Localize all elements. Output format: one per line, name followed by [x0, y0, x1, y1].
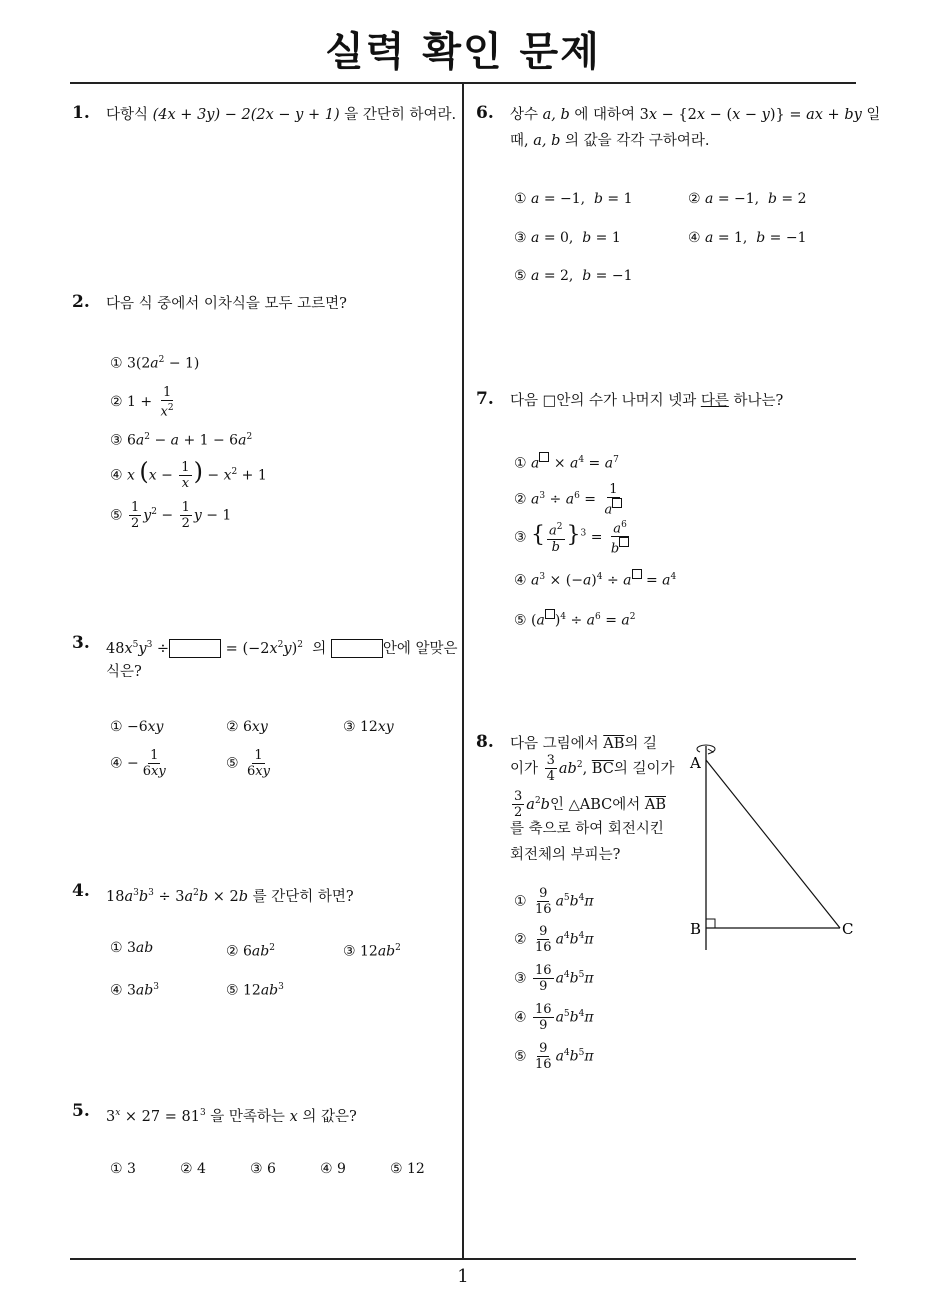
- footer-rule: [70, 1258, 856, 1260]
- option-3[interactable]: ③ $12ab^2$: [343, 943, 401, 960]
- math-expression: (4x + 3y) − 2(2x − y + 1): [152, 107, 340, 123]
- answer-box: [331, 639, 383, 658]
- option-2[interactable]: ② 1 + $\frac{1}{x^2}$: [110, 385, 174, 420]
- question-text: 식은?: [106, 664, 142, 680]
- triangle-figure: [680, 738, 860, 958]
- option-5[interactable]: ⑤ (a )$^4 \div a^6 = a^2$: [514, 607, 636, 631]
- option-2[interactable]: ② $6ab^2$: [226, 943, 275, 960]
- question-text: $48x^5y^3$ ÷ = $(-2x^2y)^2$ 의 안에 알맞은: [106, 640, 458, 657]
- question-text: 이가 $\frac{3}{4}$ $ab^2$, $\overline{BC}$의 길이가: [510, 753, 675, 785]
- question-number: 1.: [72, 103, 90, 123]
- question-text: 를 축으로 하여 회전시킨: [510, 821, 664, 837]
- option-5[interactable]: ⑤ $\frac{1}{6xy}$: [226, 748, 270, 779]
- vertex-c-label: C: [842, 920, 854, 938]
- question-text: 회전체의 부피는?: [510, 847, 621, 863]
- answer-box: [169, 639, 221, 658]
- question-text: 상수 a, b 에 대하여 3x − {2x − (x − y)} = ax + by 일: [510, 107, 881, 123]
- page-title: 실력 확인 문제: [325, 29, 601, 75]
- option-3[interactable]: ③ $\frac{16}{9}$ $a^4b^5\pi$: [514, 963, 594, 994]
- question-text: [106, 102, 456, 128]
- vertex-a-label: A: [690, 754, 701, 772]
- underlined-word: 다른: [700, 393, 729, 409]
- option-2[interactable]: ② a = −1, b = 2: [688, 191, 807, 207]
- question-text-part: 다항식: [106, 107, 153, 123]
- option-4[interactable]: ④ a = 1, b = −1: [688, 230, 807, 246]
- question-text: 때, a, b 의 값을 각각 구하여라.: [510, 133, 710, 149]
- option-3[interactable]: ③ $6a^2 - a + 1 - 6a^2$: [110, 432, 253, 449]
- question-number: 4.: [72, 881, 90, 901]
- option-4[interactable]: ④ $\frac{16}{9}$ $a^5b^4\pi$: [514, 1002, 594, 1033]
- segment-ab: $\overline{AB}$: [603, 736, 625, 752]
- vertex-b-label: B: [690, 920, 702, 938]
- option-1[interactable]: ① 3ab: [110, 940, 154, 956]
- option-3[interactable]: ③ a = 0, b = 1: [514, 230, 621, 246]
- option-1[interactable]: ① −6xy: [110, 719, 164, 735]
- option-4[interactable]: ④ x (x − $\frac{1}{x}$ ) − $x^2 + 1$: [110, 457, 267, 491]
- question-text: $\frac{3}{2}$ $a^2b$인 △ABC에서 $\overline{AB}$: [514, 789, 666, 821]
- question-number: 6.: [476, 103, 494, 123]
- option-4[interactable]: ④ $a^3 \times (-a)^4 \div a = a^4$: [514, 567, 676, 591]
- option-4[interactable]: ④ 9: [320, 1161, 346, 1177]
- question-text: $18a^3b^3 \div 3a^2b \times 2b$ 를 간단히 하면?: [106, 888, 354, 905]
- option-1[interactable]: ① $a \times a^4 = a^7$: [514, 450, 619, 474]
- question-text-part: 안에 알맞은: [382, 640, 458, 657]
- option-1[interactable]: ① $\frac{9}{16}$ $a^5b^4\pi$: [514, 886, 594, 917]
- option-1[interactable]: ① a = −1, b = 1: [514, 191, 633, 207]
- option-2[interactable]: ② 6xy: [226, 719, 268, 735]
- question-text: 다음 그림에서 $\overline{AB}$의 길: [510, 736, 658, 752]
- option-4[interactable]: ④ − $\frac{1}{6xy}$: [110, 748, 166, 779]
- column-divider: [462, 84, 464, 1259]
- option-5[interactable]: ⑤ a = 2, b = −1: [514, 268, 633, 284]
- option-3[interactable]: ③ { $\frac{a^2}{b}$ }$^3$ = $\frac{a^6}{b}$: [514, 518, 633, 557]
- option-2[interactable]: ② 4: [180, 1161, 206, 1177]
- option-4[interactable]: ④ $3ab^3$: [110, 982, 159, 999]
- question-number: 5.: [72, 1101, 90, 1121]
- option-5[interactable]: ⑤ $12ab^3$: [226, 982, 284, 999]
- question-text-part: 다음 □안의 수가 나머지 넷과: [510, 393, 701, 409]
- option-1[interactable]: ① $3(2a^2 - 1)$: [110, 355, 200, 372]
- right-angle-mark: [706, 919, 715, 928]
- option-5[interactable]: ⑤ $\frac{1}{2}$ $y^2$ − $\frac{1}{2}$ y − 1: [110, 500, 232, 531]
- question-text-part: 을 간단히 하여라.: [339, 107, 457, 123]
- question-number: 8.: [476, 732, 494, 752]
- option-3[interactable]: ③ 6: [250, 1161, 276, 1177]
- option-5[interactable]: ⑤ 12: [390, 1161, 425, 1177]
- question-text-part: 하나는?: [728, 393, 784, 409]
- option-1[interactable]: ① 3: [110, 1161, 136, 1177]
- hypotenuse-ac: [706, 760, 840, 928]
- segment-ab: $\overline{AB}$: [644, 796, 666, 813]
- segment-bc: $\overline{BC}$: [591, 760, 614, 777]
- question-text: 다음 식 중에서 이차식을 모두 고르면?: [106, 296, 347, 312]
- option-5[interactable]: ⑤ $\frac{9}{16}$ $a^4b^5\pi$: [514, 1041, 594, 1072]
- question-number: 3.: [72, 633, 90, 653]
- question-text: $3^x \times 27 = 81^3$ 을 만족하는 x 의 값은?: [106, 1108, 357, 1125]
- question-number: 2.: [72, 292, 90, 312]
- option-3[interactable]: ③ 12xy: [343, 719, 394, 735]
- question-number: 7.: [476, 389, 494, 409]
- option-2[interactable]: ② $a^3 \div a^6$ = $\frac{1}{a}$: [514, 482, 626, 517]
- option-2[interactable]: ② $\frac{9}{16}$ $a^4b^4\pi$: [514, 924, 594, 955]
- question-text: [510, 388, 783, 414]
- page-number: 1: [457, 1266, 469, 1287]
